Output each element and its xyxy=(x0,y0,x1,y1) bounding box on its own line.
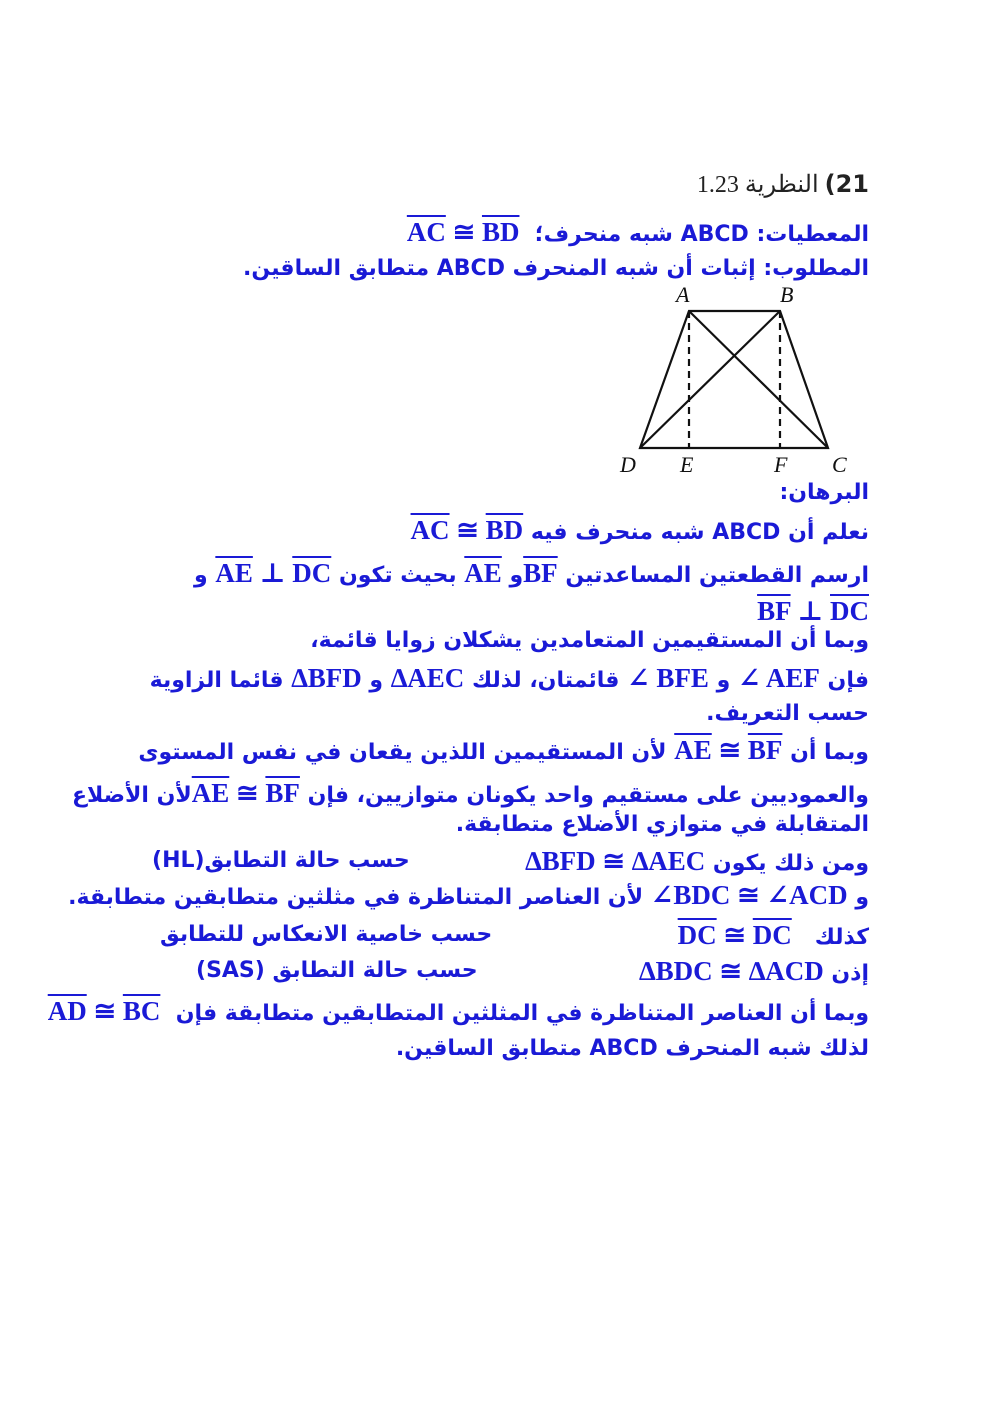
segment-bd: $\overline{BD}$ xyxy=(485,515,524,545)
proof-l8-expr xyxy=(192,778,300,808)
proof-l7-text2: لأن المستقيمين اللذين يقعان في نفس المستوى xyxy=(138,740,667,765)
proof-l8-text1: والعموديين على مستقيم واحد يكونان متوازيين، فإن xyxy=(307,783,869,808)
segment-dc: $\overline{DC}$ xyxy=(752,920,792,950)
proof-line-6: حسب التعريف. xyxy=(706,701,869,726)
proof-l10-text: ومن ذلك يكون xyxy=(712,851,869,876)
proof-l5-text3: قائما الزاوية xyxy=(149,668,284,693)
segment-bd: $\overline{BD}$ xyxy=(481,217,520,247)
proof-l7-text1: وبما أن xyxy=(790,740,869,765)
reason-hl: حسب حالة التطابق(HL) xyxy=(152,848,410,873)
proof-line-4: وبما أن المستقيمين المتعامدين يشكلان زوايا قائمة، xyxy=(310,628,869,653)
given-label: المعطيات: xyxy=(756,222,869,247)
proof-l5-text2: قائمتان، لذلك xyxy=(471,668,620,693)
proof-line-8 xyxy=(72,778,869,811)
label-d: D xyxy=(620,452,636,477)
proof-line-5 xyxy=(150,663,869,696)
label-e: E xyxy=(680,452,694,477)
reason-sas: حسب حالة التطابق (SAS) xyxy=(196,958,478,983)
reason-reflexive: حسب خاصية الانعكاس للتطابق xyxy=(160,922,493,947)
required-text: إثبات أن شبه المنحرف ABCD متطابق الساقين. xyxy=(243,256,756,281)
proof-line-9: المتقابلة في متوازي الأضلاع متطابقة. xyxy=(455,812,869,837)
proof-line-10 xyxy=(525,846,869,879)
proof-l1-text: نعلم أن ABCD شبه منحرف فيه xyxy=(530,520,869,545)
proof-line-2 xyxy=(194,558,869,591)
proof-l5-text1: فإن xyxy=(827,668,869,693)
proof-l3-expr xyxy=(757,596,869,626)
congruent-sign: ≅ xyxy=(723,920,747,950)
proof-l5-and2: و xyxy=(369,668,384,693)
label-c: C xyxy=(832,452,847,477)
theorem-title: النظرية 1.23 xyxy=(696,172,819,198)
proof-l2-and2: و xyxy=(193,563,208,588)
triangle-congruence-sas: ∆BDC ≅ ∆ACD xyxy=(639,956,824,986)
proof-l7-expr xyxy=(674,735,782,765)
proof-l2-and: و xyxy=(509,563,524,588)
proof-l11-text: لأن العناصر المتناظرة في مثلثين متطابقين متطابقة. xyxy=(68,885,644,910)
trapezoid-figure xyxy=(612,278,862,478)
segment-bf: $\overline{BF}$ xyxy=(523,558,558,588)
proof-l2-expr xyxy=(215,558,331,588)
congruent-sign: ≅ xyxy=(236,778,259,808)
congruent-sign: ≅ xyxy=(93,996,117,1026)
congruent-sign: ≅ xyxy=(452,217,476,247)
perpendicular-sign: ⊥ xyxy=(797,596,824,626)
label-b: B xyxy=(780,282,794,307)
segment-dc: $\overline{DC}$ xyxy=(830,596,869,626)
proof-line-1 xyxy=(411,515,869,548)
proof-heading: البرهان: xyxy=(779,480,869,505)
segment-ae: $\overline{AE}$ xyxy=(674,735,712,765)
segment-ae: $\overline{AE}$ xyxy=(191,778,230,808)
congruent-sign: ≅ xyxy=(456,515,479,545)
trapezoid-shape xyxy=(640,311,828,448)
proof-l11-and: و xyxy=(855,885,869,910)
proof-line-3 xyxy=(757,596,869,629)
given-text: ABCD شبه منحرف؛ xyxy=(534,222,749,247)
label-a: A xyxy=(676,282,690,307)
proof-l5-and: و xyxy=(716,668,731,693)
proof-line-11 xyxy=(68,880,869,913)
required-label: المطلوب: xyxy=(763,256,869,281)
angle-congruence: ∠BDC ≅ ∠ACD xyxy=(650,880,848,910)
segment-bc: $\overline{BC}$ xyxy=(122,996,161,1026)
proof-l14-expr xyxy=(48,996,161,1026)
segment-bf: $\overline{BF}$ xyxy=(757,596,791,626)
proof-l12-text: كذلك xyxy=(814,925,869,950)
perpendicular-sign: ⊥ xyxy=(259,558,286,588)
angle-bfe: ∠ BFE xyxy=(627,663,709,693)
proof-l12-expr xyxy=(678,920,792,950)
trapezoid-outline xyxy=(640,311,828,448)
label-f: F xyxy=(774,452,788,477)
proof-l2-text2: بحيث تكون xyxy=(338,563,457,588)
triangle-aec: ∆AEC xyxy=(390,663,465,693)
triangle-bfd: ∆BFD xyxy=(291,663,362,693)
segment-ae: $\overline{AE}$ xyxy=(215,558,253,588)
theorem-header xyxy=(697,170,869,199)
segment-dc: $\overline{DC}$ xyxy=(677,920,717,950)
triangle-congruence-hl: ∆BFD ≅ ∆AEC xyxy=(525,846,706,876)
segment-ac: $\overline{AC}$ xyxy=(406,217,446,247)
proof-line-12 xyxy=(678,920,869,953)
segment-bf: $\overline{BF}$ xyxy=(265,778,300,808)
congruent-sign: ≅ xyxy=(718,735,742,765)
problem-number: 21) xyxy=(824,170,869,198)
proof-line-7 xyxy=(138,735,869,768)
proof-l2-text1: ارسم القطعتين المساعدتين xyxy=(565,563,869,588)
proof-l14-text: وبما أن العناصر المتناظرة في المثلثين المتطابقين متطابقة فإن xyxy=(175,1001,869,1026)
proof-l13-text: إذن xyxy=(831,961,869,986)
segment-ae: $\overline{AE}$ xyxy=(464,558,502,588)
given-line xyxy=(407,217,869,250)
proof-line-13 xyxy=(639,956,869,989)
segment-dc: $\overline{DC}$ xyxy=(292,558,332,588)
segment-ad: $\overline{AD}$ xyxy=(47,996,87,1026)
segment-ac: $\overline{AC}$ xyxy=(410,515,450,545)
proof-l8-text2: لأن الأضلاع xyxy=(72,783,192,808)
proof-conclusion: لذلك شبه المنحرف ABCD متطابق الساقين. xyxy=(395,1036,869,1061)
given-expr xyxy=(407,217,520,247)
segment-bf: $\overline{BF}$ xyxy=(747,735,783,765)
proof-line-14 xyxy=(48,996,869,1029)
angle-aef: ∠ AEF xyxy=(737,663,820,693)
proof-l1-expr xyxy=(411,515,524,545)
